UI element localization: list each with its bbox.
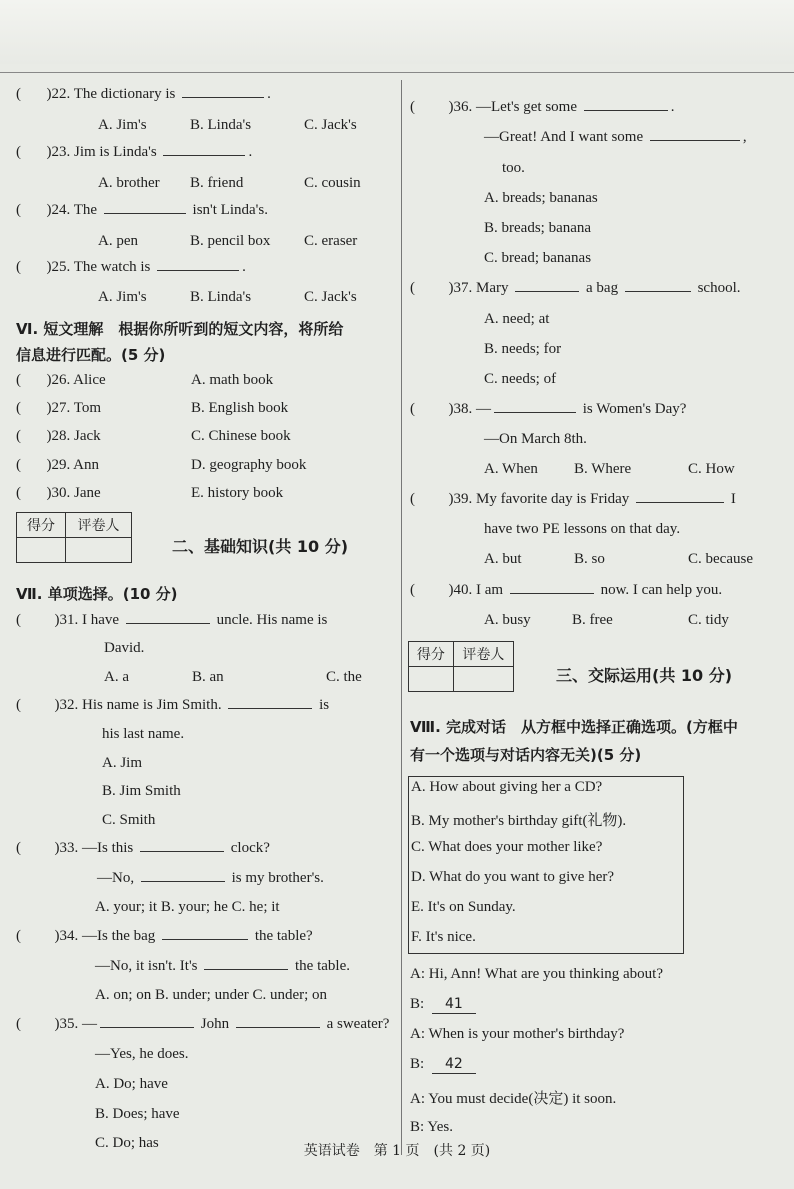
option-c: C. How [688,461,735,477]
box-option-f: F. It's nice. [411,929,476,945]
match-book: A. math book [191,372,274,388]
reply-stem-end: , [742,129,747,145]
answer-blank[interactable] [141,880,225,882]
question-stem: )36. —Let's get some [448,99,578,115]
grader-header: 评卷人 [453,642,513,667]
question-stem: )22. The dictionary is [46,86,176,102]
question-40 [410,582,722,599]
question-stem-end: isn't Linda's. [192,202,268,218]
question-35 [16,1016,389,1033]
question-stem: )39. My favorite day is Friday [448,491,630,507]
match-book: B. English book [191,400,289,416]
option-b: B. Does; have [95,1106,180,1122]
answer-blank[interactable] [650,139,740,141]
option-c: C. Jack's [304,289,357,305]
part-3-title: 三、交际运用(共 10 分) [556,666,733,685]
speaker: B: [410,996,425,1012]
answer-paren[interactable]: ( [410,401,415,417]
option-a: A. Jim's [98,289,147,305]
answer-blank[interactable] [126,622,210,624]
question-33-reply [97,870,324,887]
column-divider [401,80,402,1155]
answer-blank[interactable] [510,592,594,594]
reply-stem: —On March 8th. [484,431,587,447]
option-a: A. but [484,551,522,567]
reply-stem-cont: too. [502,160,525,176]
answer-paren[interactable]: ( [410,491,415,507]
option-b: B. so [574,551,605,567]
answer-paren[interactable]: ( [16,400,21,416]
question-stem: )40. I am [448,582,504,598]
question-stem-cont: his last name. [102,726,185,742]
option-b: B. breads; banana [484,220,592,236]
box-option-c: C. What does your mother like? [411,839,603,855]
option-a: A. a [104,669,129,685]
answer-paren[interactable]: ( [16,840,21,856]
options-23 [98,175,361,192]
options-39 [484,551,753,568]
answer-paren[interactable]: ( [16,485,21,501]
answer-blank[interactable] [228,707,312,709]
option-c: C. tidy [688,612,729,628]
options-33: A. your; it B. your; he C. he; it [95,899,280,915]
answer-blank[interactable] [494,411,576,413]
question-stem-end: . [670,99,675,115]
option-c: C. the [326,669,362,685]
match-book: C. Chinese book [191,428,291,444]
answer-paren[interactable]: ( [410,280,415,296]
score-header: 得分 [17,513,66,538]
section-8-title: Ⅷ. 完成对话 从方框中选择正确选项。(方框中 [410,718,738,736]
answer-blank[interactable] [157,269,239,271]
option-a: A. need; at [484,311,550,327]
question-37 [410,280,741,297]
answer-paren[interactable]: ( [16,202,21,218]
dialog-line: B: Yes. [410,1119,453,1135]
answer-blank[interactable] [236,1026,320,1028]
box-option-b: B. My mother's birthday gift(礼物). [411,813,627,829]
question-stem: )32. His name is Jim Smith. [54,697,222,713]
options-31 [104,669,362,686]
option-b: B. free [572,612,613,628]
blank-number: 41 [445,996,463,1012]
question-38 [410,401,686,418]
answer-paren[interactable]: ( [16,612,21,628]
reply-stem: —Great! And I want some [484,129,644,145]
question-stem-cont: a bag [586,280,619,296]
match-book: D. geography book [191,457,307,473]
answer-blank[interactable] [636,501,724,503]
section-7-title: Ⅶ. 单项选择。(10 分) [16,585,178,603]
answer-paren[interactable]: ( [16,86,21,102]
score-cell[interactable] [409,667,454,692]
answer-paren[interactable]: ( [16,928,21,944]
answer-blank-41[interactable] [432,996,476,1014]
question-stem-cont: clock? [230,840,270,856]
match-person: )30. Jane [46,485,101,501]
option-b: B. needs; for [484,341,562,357]
answer-paren[interactable]: ( [16,259,21,275]
options-34: A. on; on B. under; under C. under; on [95,987,328,1003]
question-stem: )23. Jim is Linda's [46,144,157,160]
score-table [16,512,132,563]
option-b: B. friend [190,175,244,191]
question-stem-cont: the table? [254,928,313,944]
question-stem-end: . [248,144,253,160]
page-top-margin [0,0,794,64]
blank-number: 42 [445,1056,463,1072]
answer-paren[interactable]: ( [16,428,21,444]
match-person: )26. Alice [46,372,106,388]
speaker: B: [410,1056,425,1072]
match-row [16,457,307,474]
question-stem: )37. Mary [448,280,509,296]
question-stem-cont: is Women's Day? [582,401,687,417]
question-stem-cont: is [319,697,330,713]
page-footer: 英语试卷 第 1 页 (共 2 页) [303,1143,491,1159]
question-23 [16,144,252,161]
question-stem: )24. The [46,202,98,218]
question-stem-cont: a sweater? [326,1016,390,1032]
answer-blank[interactable] [204,968,288,970]
question-stem-cont: John [200,1016,230,1032]
reply-stem-cont: the table. [295,958,350,974]
grader-cell[interactable] [453,667,513,692]
match-row [16,400,289,417]
option-a: A. breads; bananas [484,190,598,206]
question-stem: )34. —Is the bag [54,928,156,944]
option-b: B. Jim Smith [102,783,181,799]
question-stem-end: . [242,259,246,275]
question-stem-cont: I [730,491,736,507]
question-stem: )38. — [448,401,491,417]
question-stem-cont: David. [104,640,145,656]
question-stem: )33. —Is this [54,840,134,856]
options-22 [98,117,357,134]
option-c: C. Do; has [95,1135,159,1151]
option-c: C. because [688,551,753,567]
dialog-line: A: When is your mother's birthday? [410,1026,625,1042]
options-box [408,776,684,954]
question-stem: )35. — [54,1016,97,1032]
answer-paren[interactable]: ( [16,144,21,160]
section-6-title: Ⅵ. 短文理解 根据你所听到的短文内容，将所给 [16,320,344,338]
dialog-line: A: Hi, Ann! What are you thinking about? [410,966,664,982]
option-b: B. Linda's [190,289,252,305]
question-34-reply [95,958,350,975]
match-person: )28. Jack [46,428,101,444]
answer-blank[interactable] [104,212,186,214]
option-a: A. brother [98,175,160,191]
box-option-a: A. How about giving her a CD? [411,779,603,795]
match-person: )27. Tom [46,400,102,416]
question-36 [410,99,675,116]
option-a: A. pen [98,233,138,249]
answer-blank[interactable] [100,1026,194,1028]
answer-paren[interactable]: ( [16,372,21,388]
option-c: C. cousin [304,175,361,191]
option-a: A. Jim [102,755,143,771]
question-39 [410,491,736,508]
option-b: B. Linda's [190,117,252,133]
answer-blank[interactable] [625,290,691,292]
answer-blank-42[interactable] [432,1056,476,1074]
dialog-line-42 [410,1056,476,1074]
answer-paren[interactable]: ( [16,1016,21,1032]
option-b: B. pencil box [190,233,271,249]
question-stem-cont: school. [697,280,741,296]
options-40 [484,612,729,629]
match-row [16,485,284,502]
match-row [16,428,291,445]
match-person: )29. Ann [46,457,99,473]
answer-paren[interactable]: ( [410,582,415,598]
question-34 [16,928,313,945]
answer-blank[interactable] [162,938,248,940]
question-36-reply [484,129,747,146]
part-2-title: 二、基础知识(共 10 分) [172,537,349,556]
question-25 [16,259,246,276]
reply-stem: —No, it isn't. It's [95,958,198,974]
question-24 [16,202,268,219]
question-32 [16,697,329,714]
question-22 [16,86,271,103]
options-24 [98,233,358,250]
option-a: A. Jim's [98,117,147,133]
option-c: C. needs; of [484,371,557,387]
answer-paren[interactable]: ( [16,697,21,713]
answer-paren[interactable]: ( [16,457,21,473]
dialog-line-41 [410,996,476,1014]
option-a: A. busy [484,612,531,628]
question-stem-end: . [267,86,271,102]
answer-blank[interactable] [515,290,579,292]
answer-blank[interactable] [584,109,668,111]
reply-stem: —Yes, he does. [95,1046,189,1062]
option-b: B. Where [574,461,632,477]
score-header: 得分 [409,642,454,667]
header-rule [0,72,794,73]
answer-blank[interactable] [163,154,245,156]
section-6-title-cont: 信息进行匹配。(5 分) [16,346,166,364]
question-stem-cont: uncle. His name is [216,612,328,628]
options-25 [98,289,357,306]
reply-stem-cont: is my brother's. [231,870,324,886]
option-c: C. Jack's [304,117,357,133]
reply-stem: —No, [97,870,135,886]
option-c: C. Smith [102,812,156,828]
question-stem: )25. The watch is [46,259,151,275]
match-row [16,372,274,389]
box-option-d: D. What do you want to give her? [411,869,615,885]
question-33 [16,840,270,857]
option-c: C. bread; bananas [484,250,592,266]
options-38 [484,461,735,478]
question-stem-cont: now. I can help you. [600,582,723,598]
option-a: A. When [484,461,538,477]
option-a: A. Do; have [95,1076,168,1092]
score-table [408,641,514,692]
option-b: B. an [192,669,224,685]
score-cell[interactable] [17,538,66,563]
option-c: C. eraser [304,233,358,249]
grader-cell[interactable] [66,538,132,563]
match-book: E. history book [191,485,284,501]
question-31 [16,612,327,629]
section-8-title-cont: 有一个选项与对话内容无关)(5 分) [410,746,642,764]
question-stem-cont: have two PE lessons on that day. [484,521,681,537]
answer-blank[interactable] [182,96,264,98]
box-option-e: E. It's on Sunday. [411,899,516,915]
answer-paren[interactable]: ( [410,99,415,115]
question-stem: )31. I have [54,612,120,628]
answer-blank[interactable] [140,850,224,852]
dialog-line: A: You must decide(决定) it soon. [410,1091,617,1107]
grader-header: 评卷人 [66,513,132,538]
